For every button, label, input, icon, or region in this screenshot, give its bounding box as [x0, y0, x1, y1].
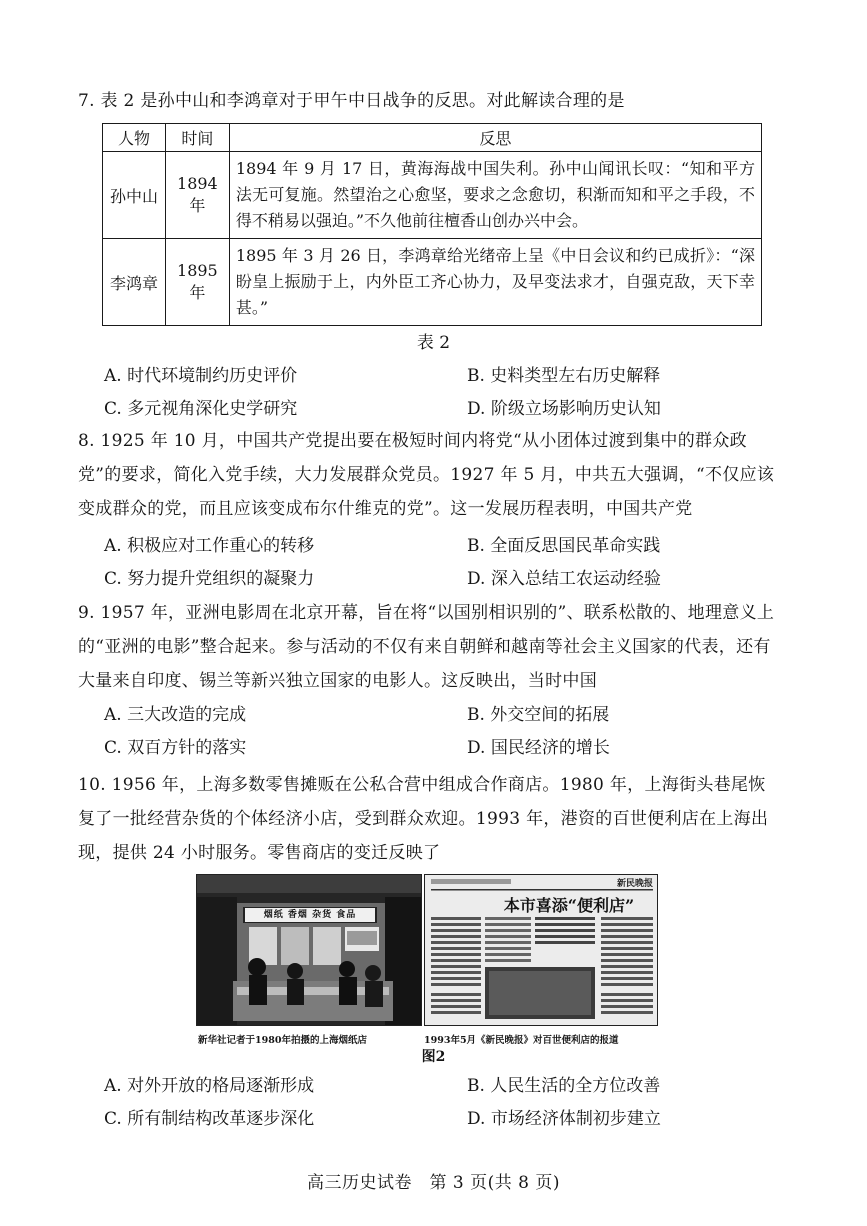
q8-option-a[interactable]: A. 积极应对工作重心的转移 — [104, 536, 315, 556]
table-cell-reflection: 1894 年 9 月 17 日，黄海海战中国失利。孙中山闻讯长叹：“知和平方法无可复施。然望治之心愈坚，要求之念愈切，积渐而知和平之手段，不得不稍易以强迫。”不久他前往檀香山创办兴中会。 — [229, 152, 761, 239]
q7-stem: 7. 表 2 是孙中山和李鸿章对于甲午中日战争的反思。对此解读合理的是 — [78, 91, 625, 111]
table-cell-person: 孙中山 — [103, 152, 166, 239]
shop-sign: 烟纸 香烟 杂货 食品 — [245, 908, 375, 922]
shop-photo-illustration — [197, 875, 422, 1026]
table-header-reflection: 反思 — [229, 124, 761, 152]
q9-option-d[interactable]: D. 国民经济的增长 — [467, 738, 610, 758]
q7-option-a[interactable]: A. 时代环境制约历史评价 — [104, 366, 298, 386]
q7-option-b[interactable]: B. 史料类型左右历史解释 — [467, 366, 661, 386]
q10-stem: 10. 1956 年，上海多数零售摊贩在公私合营中组成合作商店。1980 年，上海街头巷尾恢复了一批经营杂货的个体经济小店，受到群众欢迎。1993 年，港资的百世便利店在上海出现，提供 24 小时服务。零售商店的变迁反映了 — [78, 775, 769, 863]
table-caption: 表 2 — [416, 333, 451, 353]
q8-option-c[interactable]: C. 努力提升党组织的凝聚力 — [104, 569, 315, 589]
shop-photo-1980 — [196, 874, 422, 1026]
q8-option-b[interactable]: B. 全面反思国民革命实践 — [467, 536, 661, 556]
q10-option-b[interactable]: B. 人民生活的全方位改善 — [467, 1076, 661, 1096]
figure-left-caption: 新华社记者于1980年拍摄的上海烟纸店 — [198, 1035, 367, 1046]
table-header-row — [103, 124, 762, 152]
newspaper-headline: 本市喜添“便利店” — [503, 896, 635, 915]
table-row — [103, 152, 762, 239]
table-header-time: 时间 — [165, 124, 229, 152]
figure-right-caption: 1993年5月《新民晚报》对百世便利店的报道 — [424, 1035, 619, 1046]
q7-table — [102, 123, 762, 326]
table-header-person: 人物 — [103, 124, 166, 152]
q10-option-d[interactable]: D. 市场经济体制初步建立 — [467, 1109, 661, 1129]
q9-option-c[interactable]: C. 双百方针的落实 — [104, 738, 247, 758]
q9-option-b[interactable]: B. 外交空间的拓展 — [467, 705, 610, 725]
q9-option-a[interactable]: A. 三大改造的完成 — [104, 705, 247, 725]
q8-option-d[interactable]: D. 深入总结工农运动经验 — [467, 569, 661, 589]
q7-option-d[interactable]: D. 阶级立场影响历史认知 — [467, 399, 661, 419]
table-row — [103, 239, 762, 326]
table-cell-person: 李鸿章 — [103, 239, 166, 326]
q10-option-a[interactable]: A. 对外开放的格局逐渐形成 — [104, 1076, 315, 1096]
q7-option-c[interactable]: C. 多元视角深化史学研究 — [104, 399, 298, 419]
table-cell-year: 1895 年 — [165, 239, 229, 326]
figure-caption: 图2 — [421, 1049, 446, 1065]
page-footer: 高三历史试卷 第 3 页(共 8 页) — [306, 1173, 560, 1193]
q10-option-c[interactable]: C. 所有制结构改革逐步深化 — [104, 1109, 315, 1129]
table-cell-reflection: 1895 年 3 月 26 日，李鸿章给光绪帝上呈《中日会议和约已成折》：“深盼皇上振励于上，内外臣工齐心协力，及早变法求才，自强克敌，天下幸甚。” — [229, 239, 761, 326]
newspaper-masthead: 新民晚报 — [616, 879, 653, 889]
newspaper-clipping-1993 — [424, 874, 658, 1026]
table-cell-year: 1894 年 — [165, 152, 229, 239]
q9-stem: 9. 1957 年，亚洲电影周在北京开幕，旨在将“以国别相识别的”、联系松散的、地理意义上的“亚洲的电影”整合起来。参与活动的不仅有来自朝鲜和越南等社会主义国家的代表，还有大量来自印度、锡兰等新兴独立国家的电影人。这反映出，当时中国 — [78, 603, 775, 691]
q8-stem: 8. 1925 年 10 月，中国共产党提出要在极短时间内将党“从小团体过渡到集中的群众政党”的要求，简化入党手续，大力发展群众党员。1927 年 5 月，中共五大强调，“不仅应该变成群众的党，而且应该变成布尔什维克的党”。这一发展历程表明，中国共产党 — [78, 431, 775, 519]
